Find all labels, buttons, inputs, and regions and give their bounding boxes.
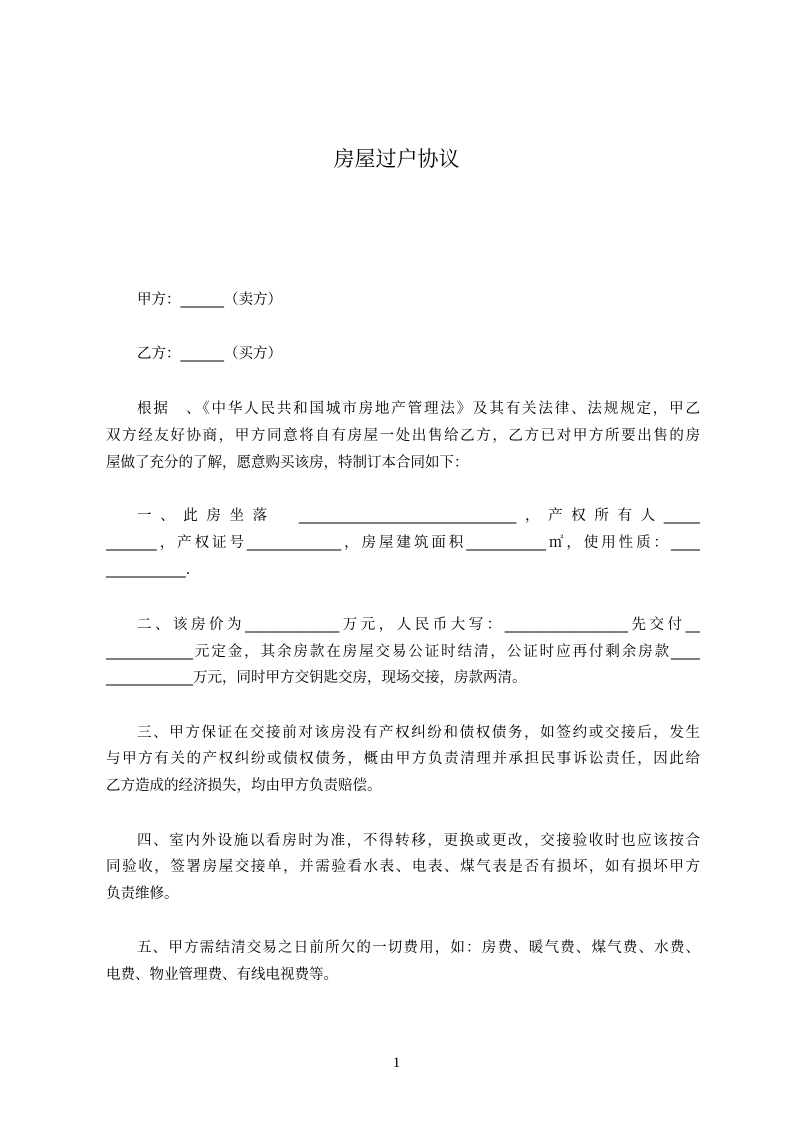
clause-5-line: 五、甲方需结清交易之日前所欠的一切费用，如：房费、暖气费、煤气费、水费、 xyxy=(137,940,700,956)
clause-2-line: 二、该房价为_____________万元，人民币大写：_________________先交付__ xyxy=(137,617,700,633)
preamble-line: 双方经友好协商，甲方同意将自有房屋一处出售给乙方，乙方已对甲方所要出售的房 xyxy=(106,428,700,444)
clause-1-line: _______，产权证号_____________，房屋建筑面积___________㎡，使用性质：____ xyxy=(106,535,700,551)
preamble-line: 根据 、《中华人民共和国城市房地产管理法》及其有关法律、法规规定，甲乙 xyxy=(137,401,700,417)
clause-3-line: 乙方造成的经济损失，均由甲方负责赔偿。 xyxy=(106,778,382,794)
clause-3-line: 三、甲方保证在交接前对该房没有产权纠纷和债权债务，如签约或交接后，发生 xyxy=(137,725,700,741)
party-a-line: 甲方：______（卖方） xyxy=(137,292,282,308)
document-title: 房屋过户协议 xyxy=(333,147,460,171)
clause-5-line: 电费、物业管理费、有线电视费等。 xyxy=(106,967,338,983)
clause-2-line: ____________万元，同时甲方交钥匙交房，现场交接，房款两清。 xyxy=(106,670,527,686)
page-number: 1 xyxy=(392,1055,401,1071)
party-b-line: 乙方：______（买方） xyxy=(137,346,282,362)
clause-3-line: 与甲方有关的产权纠纷或债权债务，概由甲方负责清理并承担民事诉讼责任，因此给 xyxy=(106,751,700,767)
preamble-line: 屋做了充分的了解，愿意购买该房，特制订本合同如下： xyxy=(106,455,469,471)
clause-4-line: 四、室内外设施以看房时为准，不得转移，更换或更改，交接验收时也应该按合 xyxy=(137,833,700,849)
clause-1-line: 一、此房坐落 ______________________________，产权所有人_____ xyxy=(137,508,700,524)
clause-4-line: 同验收，签署房屋交接单，并需验看水表、电表、煤气表是否有损坏，如有损坏甲方 xyxy=(106,859,700,875)
clause-2-line: ____________元定金，其余房款在房屋交易公证时结清，公证时应再付剩余房款____ xyxy=(106,644,700,660)
clause-4-line: 负责维修。 xyxy=(106,886,179,902)
clause-1-line: ___________. xyxy=(106,562,191,578)
